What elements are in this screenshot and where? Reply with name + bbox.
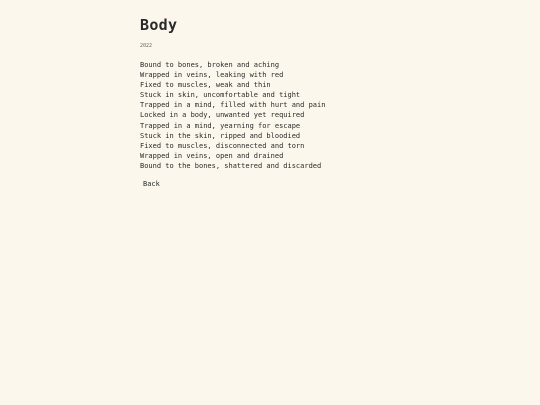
poem-line: Stuck in skin, uncomfortable and tight [140, 91, 301, 100]
poem-line: Wrapped in veins, leaking with red [140, 71, 284, 80]
poem-line: Bound to bones, broken and aching [140, 61, 280, 69]
poem-line: Fixed to muscles, weak and thin [140, 81, 271, 90]
post-content [140, 14, 500, 190]
poem-line: Wrapped in veins, open and drained [140, 151, 284, 160]
poem-line: Bound to the bones, shattered and discarded [140, 161, 322, 170]
post-date: 2022 [140, 43, 153, 49]
poem-body [140, 60, 500, 171]
poem-line: Stuck in the skin, ripped and bloodied [140, 131, 301, 140]
poem-line: Fixed to muscles, disconnected and torn [140, 141, 305, 150]
page-title: Body [140, 16, 178, 34]
back-link[interactable]: Back [143, 180, 160, 189]
poem-line: Trapped in a mind, yearning for escape [140, 121, 301, 130]
poem-line: Locked in a body, unwanted yet required [140, 111, 305, 120]
poem-line: Trapped in a mind, filled with hurt and pain [140, 101, 326, 110]
